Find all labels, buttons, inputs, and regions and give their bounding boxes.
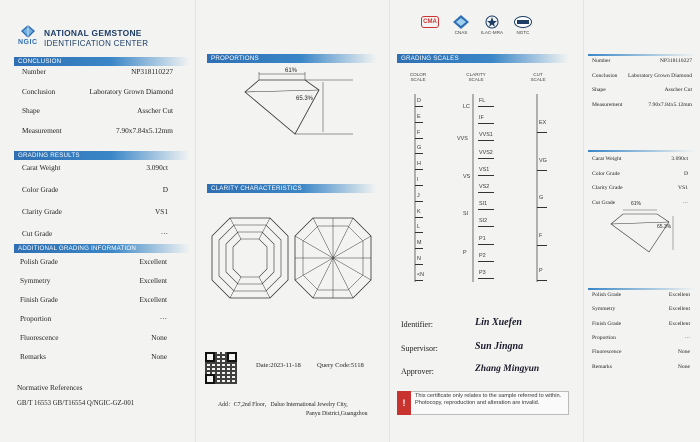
clarity-scale-tick [478, 175, 494, 176]
ilac-label: ILAC-MRA [481, 30, 503, 35]
clarity-scale-group: P [463, 250, 467, 256]
field-value: Excellent [139, 276, 167, 285]
clarity-scale-tick [478, 244, 494, 245]
field-value: Laboratory Grown Diamond [89, 86, 173, 96]
color-scale-letter: E [417, 113, 421, 120]
cut-scale-grade: P [539, 268, 543, 274]
cut-scale-grade: G [539, 195, 544, 201]
panel-conclusion [0, 0, 195, 442]
field-label: Clarity Grade [22, 207, 62, 216]
clarity-scale-tick [478, 158, 494, 159]
field-value: Asscher Cut [137, 106, 173, 115]
field-label: Measurement [22, 125, 62, 135]
field-label: Shape [22, 106, 40, 115]
address-line2: Panyu District,Guangzhou [306, 411, 368, 417]
clarity-scale-grade: P3 [479, 270, 486, 276]
field-value: 7.90x7.84x5.12mm [648, 101, 692, 108]
section-proportions-bar: PROPORTIONS [207, 54, 377, 63]
field-value: 3.090ct [146, 163, 168, 172]
color-scale-tick [415, 169, 423, 170]
field-value: Excellent [668, 320, 690, 327]
clarity-scale-group: LC [463, 104, 470, 110]
color-scale-tick [415, 106, 423, 107]
section-conclusion-bar: CONCLUSION [14, 57, 190, 66]
field-label: Remarks [20, 352, 46, 361]
section-clarity-bar: CLARITY CHARACTERISTICS [207, 184, 377, 193]
field-value: None [677, 349, 690, 356]
field-label: Cut Grade [22, 229, 53, 238]
clarity-scale-grade: VVS1 [479, 132, 493, 139]
color-scale-tick [415, 201, 423, 202]
stub-top-bar [588, 54, 696, 56]
identifier-signature: Lin Xuefen [475, 317, 522, 328]
color-scale-tick [415, 232, 423, 233]
notice-text: This certificate only relates to the sample referred to within. Photocopy, reproduction and alteration are invalid. [415, 393, 562, 406]
field-label: Finish Grade [592, 320, 622, 327]
field-value: Laboratory Grown Diamond [627, 72, 692, 79]
field-label: Proportion [592, 334, 616, 341]
cut-scale-tick [537, 132, 547, 133]
cma-logo-icon: CMA [421, 16, 439, 28]
field-label: Fluorescence [592, 349, 622, 356]
cnas-logo-icon [453, 15, 469, 29]
color-scale-tick [415, 122, 423, 123]
supervisor-label: Supervisor: [401, 344, 438, 353]
ngtc-logo-icon [514, 16, 532, 28]
field-value: Excellent [668, 292, 690, 298]
supervisor-signature: Sun Jingna [475, 341, 524, 352]
field-value: Excellent [668, 306, 690, 313]
field-value: NP318110227 [659, 58, 692, 64]
field-value: D [683, 170, 688, 177]
qr-finder [205, 352, 215, 362]
clarity-scale-tick [478, 123, 494, 124]
table-percent: 61% [285, 68, 298, 74]
org-name-line1: NATIONAL GEMSTONE [44, 28, 142, 38]
stub-mid-bar [588, 150, 696, 152]
color-scale-tick [415, 248, 423, 249]
field-value: Excellent [139, 257, 167, 266]
color-scale-letter: L [417, 224, 420, 231]
clarity-scale-grade: FL [479, 98, 486, 104]
clarity-scale-grade: P2 [479, 252, 486, 259]
stub-proportions-diagram [597, 204, 693, 260]
section-grading-scales-bar: GRADING SCALES [397, 54, 569, 63]
field-label: Finish Grade [20, 295, 58, 304]
ilac-logo-icon [485, 15, 499, 29]
clarity-scale-tick [478, 209, 494, 210]
field-value: None [151, 352, 167, 361]
color-scale-letter: H [417, 161, 421, 168]
clarity-plot-crown [210, 216, 290, 300]
cnas-label: CNAS [454, 30, 468, 35]
color-scale-tick [415, 217, 423, 218]
clarity-scale-tick [478, 192, 494, 193]
clarity-scale-tick [478, 261, 494, 262]
field-label: Conclusion [592, 72, 618, 79]
stub-depth-percent: 65.3% [657, 224, 672, 230]
cut-scale-grade: EX [539, 120, 547, 126]
field-label: Fluorescence [20, 333, 59, 342]
field-label: Polish Grade [592, 292, 622, 298]
field-value: VS1 [155, 207, 168, 216]
field-value: 7.90x7.84x5.12mm [116, 125, 173, 135]
clarity-scale-grade: VS1 [479, 166, 490, 173]
field-label: Clarity Grade [592, 185, 623, 191]
org-name-line2: IDENTIFICATION CENTER [44, 39, 149, 48]
field-value: VS1 [678, 185, 688, 191]
color-scale-letter: G [417, 145, 422, 152]
color-scale-head: COLOR SCALE [409, 72, 427, 82]
field-value: ··· [682, 199, 688, 206]
normative-title: Normative References [17, 383, 83, 392]
field-label: Carat Weight [592, 156, 622, 162]
color-scale-letter: M [417, 240, 422, 247]
clarity-scale-grade: VS2 [479, 184, 490, 190]
color-scale-letter: N [417, 256, 421, 262]
depth-percent: 65.3% [296, 96, 314, 102]
clarity-scale-grade: SI1 [479, 201, 488, 208]
stub-bottom-bar [588, 288, 696, 290]
issue-date: Date:2023-11-18 [256, 362, 301, 369]
ngic-logo-icon [21, 25, 35, 38]
field-value: 3.090ct [671, 156, 688, 162]
field-value: ··· [684, 334, 690, 341]
logo-text: NGIC [18, 39, 38, 46]
color-scale-letter: K [417, 208, 421, 215]
cut-scale-tick [537, 280, 547, 281]
color-scale-tick [415, 153, 423, 154]
field-label: Symmetry [20, 276, 51, 285]
clarity-scale-tick [478, 106, 494, 107]
color-scale-letter: <N [417, 271, 425, 278]
field-value: ··· [159, 314, 167, 323]
cut-scale-tick [537, 207, 547, 208]
panel-stub [583, 0, 700, 442]
field-label: Number [592, 58, 611, 64]
approver-label: Approver: [401, 367, 434, 376]
color-scale-letter: I [417, 177, 419, 183]
field-label: Proportion [20, 314, 52, 323]
panel-scales [389, 0, 583, 442]
cut-scale-head: CUT SCALE [530, 72, 546, 82]
clarity-scale-tick [478, 140, 494, 141]
clarity-scale-grade: IF [479, 115, 484, 122]
field-value: None [677, 363, 690, 370]
clarity-scale-head: CLARITY SCALE [466, 72, 486, 82]
clarity-scale-grade: P1 [479, 235, 486, 242]
warning-icon: ! [397, 391, 411, 415]
panel-diagrams [195, 0, 389, 442]
field-value: Asscher Cut [664, 87, 692, 93]
field-label: Number [22, 67, 46, 76]
color-scale-tick [415, 138, 423, 139]
field-label: Color Grade [22, 185, 59, 194]
proportions-diagram [223, 66, 363, 146]
cut-scale-tick [537, 170, 547, 171]
color-scale-tick [415, 264, 423, 265]
clarity-scale-grade: VVS2 [479, 149, 493, 156]
field-label: Symmetry [592, 306, 616, 313]
color-scale-letter: J [417, 192, 420, 199]
cut-scale-grade: VG [539, 158, 547, 164]
qr-finder [205, 374, 215, 384]
field-label: Carat Weight [22, 163, 61, 172]
cut-scale-grade: F [539, 233, 543, 239]
field-value: ··· [160, 229, 168, 238]
cut-scale-tick [537, 245, 547, 246]
field-label: Measurement [592, 101, 623, 108]
query-code: Query Code:5118 [317, 362, 364, 369]
field-value: D [162, 185, 168, 194]
section-grading-results-bar: GRADING RESULTS [14, 151, 190, 160]
clarity-plot-pavilion [293, 216, 373, 300]
clarity-scale-group: SI [463, 211, 469, 217]
clarity-scale-tick [478, 278, 494, 279]
color-scale-tick [415, 280, 423, 281]
normative-refs: GB/T 16553 GB/T16554 Q/NGIC-GZ-001 [17, 400, 135, 407]
field-label: Shape [592, 87, 606, 93]
field-value: NP318110227 [131, 67, 173, 76]
field-value: None [151, 333, 167, 342]
clarity-scale-tick [478, 226, 494, 227]
field-value: Excellent [139, 295, 167, 304]
qr-finder [227, 352, 237, 362]
field-label: Remarks [592, 363, 612, 370]
clarity-scale-group: VVS [457, 136, 468, 142]
color-scale-tick [415, 185, 423, 186]
identifier-label: Identifier: [401, 320, 433, 329]
field-label: Polish Grade [20, 257, 58, 266]
color-scale-letter: F [417, 129, 421, 136]
stub-table-percent: 61% [631, 201, 642, 207]
clarity-scale-group: VS [463, 174, 471, 180]
section-additional-bar: ADDITIONAL GRADING INFORMATION [14, 244, 190, 253]
field-label: Color Grade [592, 170, 620, 177]
field-label: Conclusion [22, 86, 56, 96]
address-line1: Add：C7,2nd Floor，Daluo International Jewelry City, [218, 402, 348, 408]
clarity-scale-grade: SI2 [479, 218, 488, 225]
field-label: Cut Grade [592, 199, 616, 206]
ngtc-label: NGTC [516, 30, 530, 35]
approver-signature: Zhang Mingyun [475, 364, 540, 374]
color-scale-letter: D [417, 98, 421, 104]
